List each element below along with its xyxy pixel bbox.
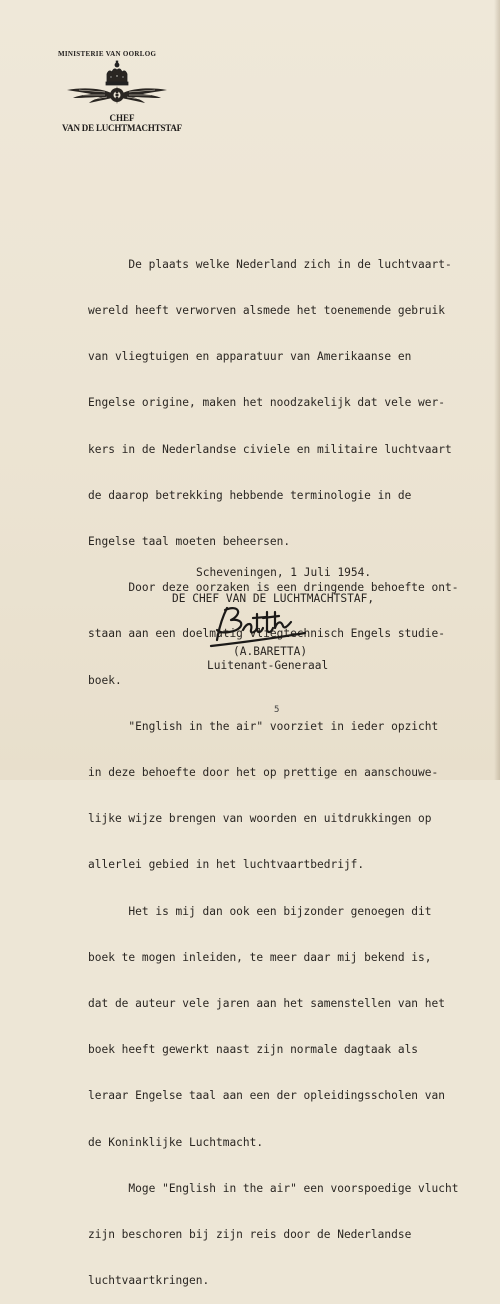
body-line: Engelse taal moeten beheersen. — [88, 535, 291, 549]
body-line: wereld heeft verworven alsmede het toenemende gebruik — [88, 304, 445, 318]
signatory-rank: Luitenant-Generaal — [207, 659, 329, 672]
body-line: van vliegtuigen en apparatuur van Amerikaanse en — [88, 350, 412, 364]
body-line: staan aan een doelmatig vliegtechnisch Engels studie- — [88, 627, 445, 641]
body-line: boek heeft gewerkt naast zijn normale dagtaak als — [88, 1043, 419, 1057]
signatory-name: (A.BARETTA) — [233, 645, 308, 658]
body-line: de Koninklijke Luchtmacht. — [88, 1135, 264, 1149]
staff-title: VAN DE LUCHTMACHTSTAF — [62, 123, 182, 133]
body-line: zijn beschoren bij zijn reis door de Nederlandse — [88, 1228, 412, 1242]
body-line: lijke wijze brengen van woorden en uitdrukkingen op — [88, 812, 432, 826]
body-line: kers in de Nederlandse civiele en militaire luchtvaart — [88, 442, 452, 456]
office-title: DE CHEF VAN DE LUCHTMACHTSTAF, — [172, 592, 375, 605]
body-line: dat de auteur vele jaren aan het samenstellen van het — [88, 997, 445, 1011]
ministry-name: MINISTERIE VAN OORLOG — [58, 50, 157, 58]
body-line: luchtvaartkringen. — [88, 1274, 210, 1288]
body-line: Het is mij dan ook een bijzonder genoegen dit — [88, 904, 432, 918]
body-line: boek. — [88, 673, 122, 687]
body-line: allerlei gebied in het luchtvaartbedrijf. — [88, 858, 365, 872]
page-edge-shadow — [494, 0, 500, 780]
letterhead — [52, 50, 182, 133]
place-date: Scheveningen, 1 Juli 1954. — [196, 566, 372, 579]
body-line: Door deze oorzaken is een dringende behoefte ont- — [88, 581, 459, 595]
body-line: in deze behoefte door het op prettige en aanschouwe- — [88, 766, 439, 780]
crowned-winged-propeller-emblem-icon — [65, 60, 169, 112]
letter-body — [88, 226, 459, 1304]
body-line: boek te mogen inleiden, te meer daar mij bekend is, — [88, 950, 432, 964]
body-line: "English in the air" voorziet in ieder opzicht — [88, 719, 439, 733]
body-line: Engelse origine, maken het noodzakelijk dat vele wer- — [88, 396, 445, 410]
body-line: leraar Engelse taal aan een der opleidingsscholen van — [88, 1089, 445, 1103]
chef-title: CHEF — [109, 113, 135, 123]
page-number: 5 — [274, 705, 280, 715]
body-line: Moge "English in the air" een voorspoedige vlucht — [88, 1181, 459, 1195]
body-line: de daarop betrekking hebbende terminologie in de — [88, 488, 412, 502]
body-line: De plaats welke Nederland zich in de luchtvaart- — [88, 257, 452, 271]
